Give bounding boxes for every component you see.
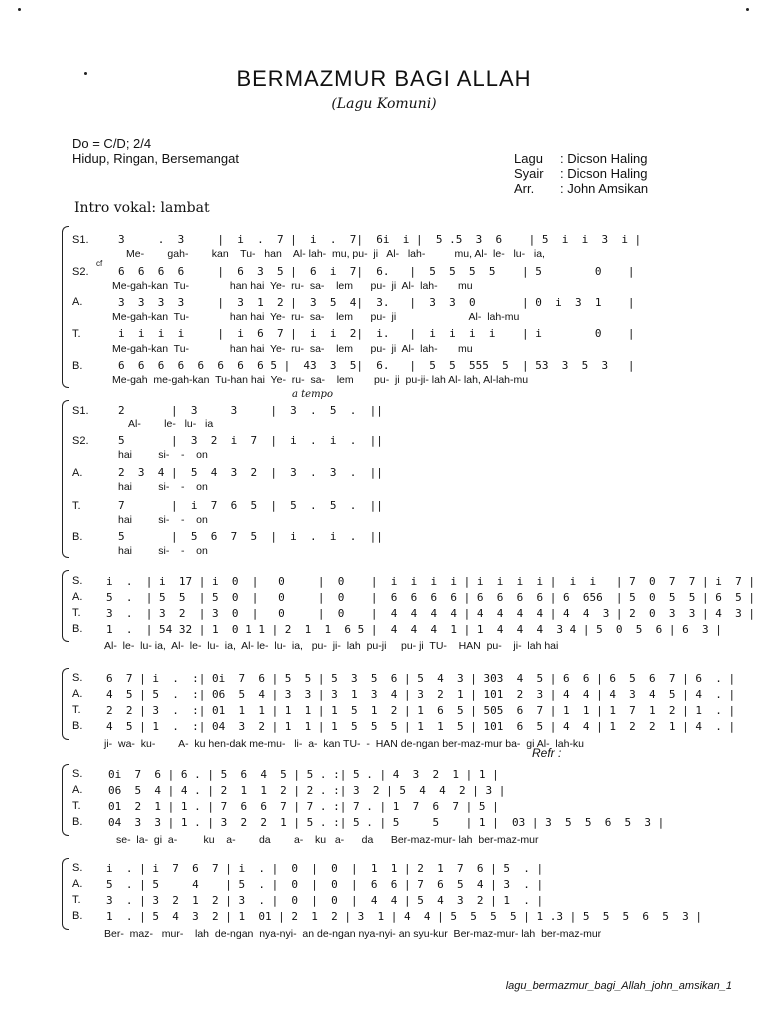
- voice-notes: 5 | 3 2 i 7 | i . i . ||: [118, 434, 383, 447]
- lyrics-line: ji- wa- ku- A- ku hen-dak me-mu- li- a- kan TU- - HAN de-ngan ber-maz-mur ba- gi Al- lah-ku: [104, 738, 585, 750]
- voice-label: S2.: [72, 435, 89, 447]
- voice-notes: 3 3 3 3 | 3 1 2 | 3 5 4| 3. | 3 3 0 | 0 i 3 1 |: [118, 296, 635, 309]
- cf-mark: cf: [96, 259, 103, 268]
- file-footer: lagu_bermazmur_bagi_Allah_john_amsikan_1: [505, 980, 732, 992]
- voice-label: T.: [72, 328, 81, 340]
- refrain-mark: Refr :: [532, 746, 562, 760]
- lyrics-line: se- la- gi a- ku a- da a- ku a- da Ber-maz-mur- lah ber-maz-mur: [116, 834, 539, 846]
- voice-label: B.: [72, 623, 83, 635]
- voice-label: A.: [72, 878, 83, 890]
- voice-label: T.: [72, 800, 81, 812]
- song-subtitle: (Lagu Komuni): [331, 96, 437, 112]
- voice-notes: 5 . | 5 4 | 5 . | 0 | 0 | 6 6 | 7 6 5 4 | 3 . |: [106, 878, 544, 891]
- credits-block: [514, 151, 648, 196]
- voice-label: S.: [72, 575, 83, 587]
- scan-speck: [84, 72, 87, 75]
- voice-notes: 3 . | 3 2 | 3 0 | 0 | 0 | 4 4 4 4 | 4 4 4 4 | 4 4 3 | 2 0 3 3 | 4 3 |: [106, 607, 756, 620]
- voice-label: T.: [72, 894, 81, 906]
- voice-notes: i . | i 7 6 7 | i . | 0 | 0 | 1 1 | 2 1 7 6 | 5 . |: [106, 862, 544, 875]
- voice-notes: 6 6 6 6 | 6 3 5 | 6 i 7| 6. | 5 5 5 5 | 5 0 |: [118, 265, 635, 278]
- lyrics-line: Al- le- lu- ia: [128, 418, 214, 430]
- credit-label: Lagu: [514, 151, 543, 166]
- system-brace: [62, 226, 69, 388]
- lyrics-line: Me-gah-kan Tu- han hai Ye- ru- sa- lem pu- ji Al- lah- mu: [112, 280, 473, 292]
- credit-value: : John Amsikan: [560, 181, 649, 196]
- scan-speck: [18, 8, 21, 11]
- voice-notes: 3 . | 3 2 1 2 | 3 . | 0 | 0 | 4 4 | 5 4 3 2 | 1 . |: [106, 894, 544, 907]
- voice-notes: 6 6 6 6 6 6 6 6 5 | 43 3 5| 6. | 5 5 555 5 | 53 3 5 3 |: [118, 359, 635, 372]
- system-brace: [62, 400, 69, 558]
- voice-notes: 04 3 3 | 1 . | 3 2 2 1 | 5 . :| 5 . | 5 5 | 1 | 03 | 3 5 5 6 5 3 |: [108, 816, 665, 829]
- voice-notes: 1 . | 54 32 | 1 0 1 1 | 2 1 1 6 5 | 4 4 4 1 | 1 4 4 4 3 4 | 5 0 5 6 | 6 3 |: [106, 623, 722, 636]
- system-brace: [62, 570, 69, 642]
- voice-notes: 7 | i 7 6 5 | 5 . 5 . ||: [118, 499, 383, 512]
- voice-label: T.: [72, 607, 81, 619]
- lyrics-line: Me-gah-kan Tu- han hai Ye- ru- sa- lem pu- ji Al- lah-mu: [112, 311, 520, 323]
- voice-notes: 3 . 3 | i . 7 | i . 7| 6i i | 5 .5 3 6 | 5 i i 3 i |: [118, 233, 642, 246]
- voice-label: T.: [72, 500, 81, 512]
- voice-notes: i . | i 17 | i 0 | 0 | 0 | i i i i | i i i i | i i | 7 0 7 7 | i 7 |: [106, 575, 756, 588]
- voice-label: A.: [72, 467, 83, 479]
- lyrics-line: hai si- - on: [118, 514, 208, 526]
- voice-notes: 4 5 | 5 . :| 06 5 4 | 3 3 | 3 1 3 4 | 3 2 1 | 101 2 3 | 4 4 | 4 3 4 5 | 4 . |: [106, 688, 736, 701]
- voice-label: B.: [72, 910, 83, 922]
- key-signature: Do = C/D; 2/4: [72, 136, 152, 151]
- voice-label: S.: [72, 768, 83, 780]
- voice-label: T.: [72, 704, 81, 716]
- credit-value: : Dicson Haling: [560, 151, 648, 166]
- credit-value: : Dicson Haling: [560, 166, 648, 181]
- lyrics-line: Me- gah- kan Tu- han Al- lah- mu, pu- ji Al- lah- mu, Al- le- lu- ia,: [126, 248, 545, 260]
- voice-notes: 06 5 4 | 4 . | 2 1 1 2 | 2 . :| 3 2 | 5 4 4 2 | 3 |: [108, 784, 506, 797]
- voice-label: S.: [72, 862, 83, 874]
- lyrics-line: hai si- - on: [118, 481, 208, 493]
- voice-notes: 0i 7 6 | 6 . | 5 6 4 5 | 5 . :| 5 . | 4 3 2 1 | 1 |: [108, 768, 499, 781]
- voice-label: A.: [72, 296, 83, 308]
- voice-notes: 2 | 3 3 | 3 . 5 . ||: [118, 404, 383, 417]
- song-title: BERMAZMUR BAGI ALLAH: [236, 66, 532, 91]
- voice-label: B.: [72, 816, 83, 828]
- scan-speck: [746, 8, 749, 11]
- lyrics-line: Al- le- lu- ia, Al- le- lu- ia, Al- le- lu- ia, pu- ji- lah pu-ji pu- ji TU- HAN pu- ji- lah hai: [104, 640, 559, 652]
- voice-notes: 01 2 1 | 1 . | 7 6 6 7 | 7 . :| 7 . | 1 7 6 7 | 5 |: [108, 800, 499, 813]
- system-brace: [62, 764, 69, 836]
- lyrics-line: hai si- - on: [118, 545, 208, 557]
- voice-notes: 1 . | 5 4 3 2 | 1 01 | 2 1 2 | 3 1 | 4 4 | 5 5 5 5 | 1 .3 | 5 5 5 6 5 3 |: [106, 910, 703, 923]
- credit-label: Syair: [514, 166, 544, 181]
- voice-label: B.: [72, 360, 83, 372]
- a-tempo-mark: a tempo: [292, 389, 333, 400]
- voice-label: S.: [72, 672, 83, 684]
- lyrics-line: Me-gah me-gah-kan Tu-han hai Ye- ru- sa- lem pu- ji pu-ji- lah Al- lah, Al-lah-mu: [112, 374, 529, 386]
- voice-label: A.: [72, 591, 83, 603]
- system-brace: [62, 668, 69, 740]
- voice-label: S1.: [72, 405, 89, 417]
- voice-label: B.: [72, 720, 83, 732]
- voice-notes: 2 3 4 | 5 4 3 2 | 3 . 3 . ||: [118, 466, 383, 479]
- voice-label: S1.: [72, 234, 89, 246]
- credit-label: Arr.: [514, 181, 535, 196]
- voice-notes: 4 5 | 1 . :| 04 3 2 | 1 1 | 1 5 5 5 | 1 1 5 | 101 6 5 | 4 4 | 1 2 2 1 | 4 . |: [106, 720, 736, 733]
- intro-instruction: Intro vokal: lambat: [74, 200, 210, 216]
- voice-notes: 2 2 | 3 . :| 01 1 1 | 1 1 | 1 5 1 2 | 1 6 5 | 505 6 7 | 1 1 | 1 7 1 2 | 1 . |: [106, 704, 736, 717]
- lyrics-line: Me-gah-kan Tu- han hai Ye- ru- sa- lem pu- ji Al- lah- mu: [112, 343, 473, 355]
- voice-notes: 5 . | 5 5 | 5 0 | 0 | 0 | 6 6 6 6 | 6 6 6 6 | 6 656 | 5 0 5 5 | 6 5 |: [106, 591, 756, 604]
- voice-label: S2.: [72, 266, 89, 278]
- voice-notes: 6 7 | i . :| 0i 7 6 | 5 5 | 5 3 5 6 | 5 4 3 | 303 4 5 | 6 6 | 6 5 6 7 | 6 . |: [106, 672, 736, 685]
- voice-notes: 5 | 5 6 7 5 | i . i . ||: [118, 530, 383, 543]
- lyrics-line: hai si- - on: [118, 449, 208, 461]
- voice-label: B.: [72, 531, 83, 543]
- voice-label: A.: [72, 688, 83, 700]
- voice-label: A.: [72, 784, 83, 796]
- voice-notes: i i i i | i 6 7 | i i 2| i. | i i i i | i 0 |: [118, 327, 635, 340]
- lyrics-line: Ber- maz- mur- lah de-ngan nya-nyi- an de-ngan nya-nyi- an syu-kur Ber-maz-mur- lah ber-maz-mur: [104, 928, 602, 940]
- system-brace: [62, 858, 69, 930]
- tempo-marking: Hidup, Ringan, Bersemangat: [72, 151, 239, 166]
